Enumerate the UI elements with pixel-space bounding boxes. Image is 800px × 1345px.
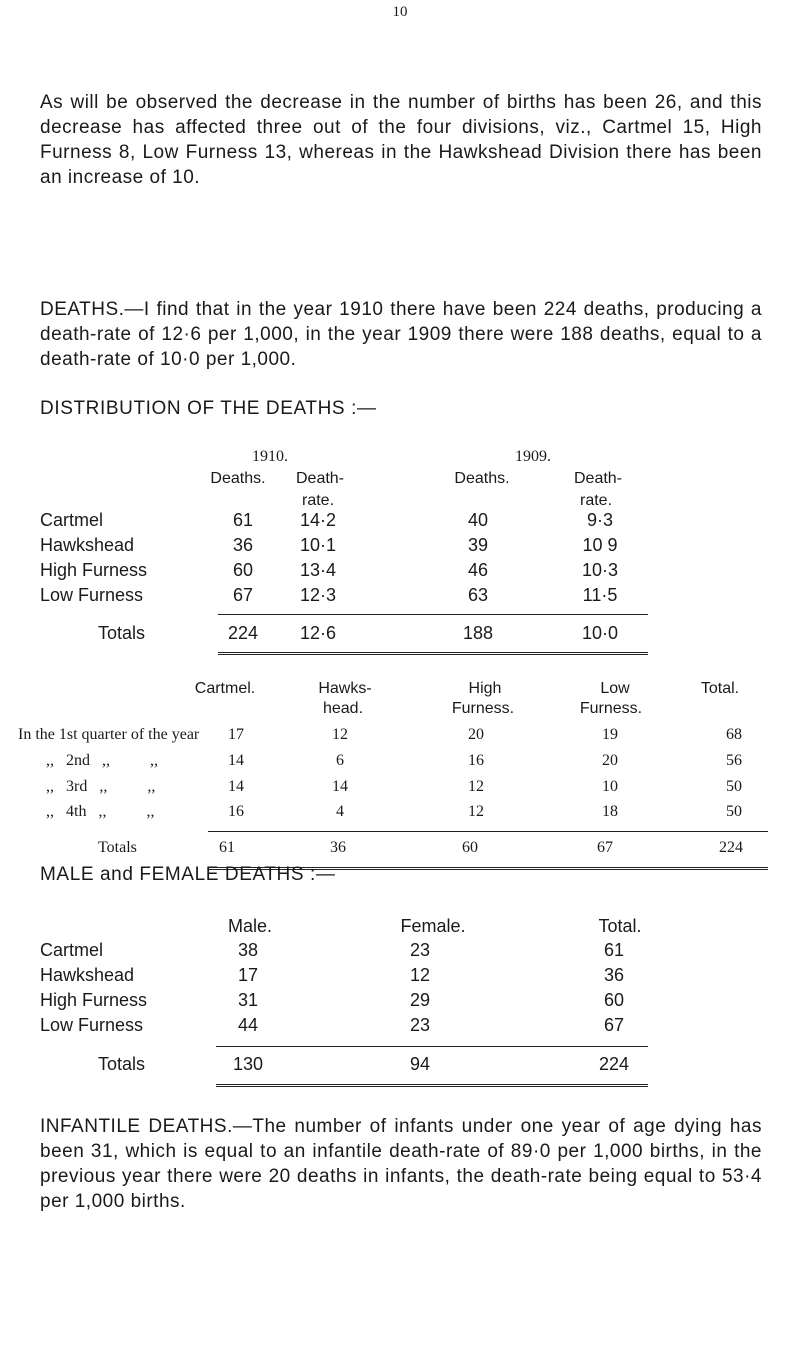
infantile-deaths-paragraph: INFANTILE DEATHS.—The number of infants under one year of age dying has been 31, which is equal to an infantile death-rate of 89·0 per 1,000 births, in the previous year there were 20 deaths in infants, the death-rate being equal to 53·4 per 1,000 births. [40, 1116, 762, 1212]
total-cell: 224 [598, 1054, 630, 1074]
cell: 16 [228, 803, 244, 820]
total-cell: 60 [462, 839, 478, 856]
row-label: In the 1st quarter of the year [18, 726, 200, 743]
cell: 12 [468, 803, 484, 820]
cell: 4 [336, 803, 344, 820]
col-header-deathrate-1910: Death- [295, 470, 345, 487]
row-label: ,, 4th ,, ,, [46, 803, 155, 820]
cell: 18 [602, 803, 618, 820]
row-label: ,, 2nd ,, ,, [46, 752, 158, 769]
cell: 12 [409, 965, 431, 985]
distribution-heading: DISTRIBUTION OF THE DEATHS :— [40, 398, 377, 419]
male-female-heading: MALE and FEMALE DEATHS :— [40, 864, 336, 885]
totals-rule [208, 831, 768, 832]
cell: 20 [602, 752, 618, 769]
cell: 14 [332, 778, 348, 795]
row-label: ,, 3rd ,, ,, [46, 778, 156, 795]
cell: 23 [409, 1015, 431, 1035]
cell: 17 [237, 965, 259, 985]
cell: 16 [468, 752, 484, 769]
cell: 10 [602, 778, 618, 795]
cell: 61 [232, 510, 254, 530]
cell: 68 [726, 726, 742, 743]
cell: 60 [603, 990, 625, 1010]
row-label: Hawkshead [40, 965, 135, 985]
cell: 10·3 [581, 560, 619, 580]
cell: 23 [409, 940, 431, 960]
page-number: 10 [392, 4, 408, 20]
col-header-hawkshead: Hawks- [318, 680, 372, 697]
col-header-female: Female. [400, 916, 466, 936]
cell: 6 [336, 752, 344, 769]
year-header-1910: 1910. [252, 448, 288, 465]
cell: 56 [726, 752, 742, 769]
totals-label: Totals [98, 839, 137, 856]
cell: 29 [409, 990, 431, 1010]
cell: 61 [603, 940, 625, 960]
intro-paragraph: As will be observed the decrease in the number of births has been 26, and this decrease has affected three out of the four divisions, viz., Cartmel 15, High Furness 8, Low Furness 13, whereas in the Hawkshead Division there has been an increase of 10. [40, 92, 762, 188]
cell: 50 [726, 803, 742, 820]
row-label: High Furness [40, 560, 148, 580]
cell: 46 [467, 560, 489, 580]
cell: 14 [228, 778, 244, 795]
cell: 60 [232, 560, 254, 580]
col-header-rate-1910: rate. [301, 492, 335, 509]
cell: 63 [467, 585, 489, 605]
totals-double-rule [216, 1084, 648, 1087]
col-header-rate-1909: rate. [579, 492, 613, 509]
cell: 13·4 [299, 560, 337, 580]
total-cell: 67 [597, 839, 613, 856]
col-header-hawkshead-2: head. [322, 700, 364, 717]
cell: 40 [467, 510, 489, 530]
total-cell: 61 [219, 839, 235, 856]
cell: 14 [228, 752, 244, 769]
row-label: Hawkshead [40, 535, 135, 555]
col-header-cartmel: Cartmel. [194, 680, 256, 697]
cell: 36 [232, 535, 254, 555]
totals-rule [216, 1046, 648, 1047]
cell: 39 [467, 535, 489, 555]
row-label: Low Furness [40, 585, 144, 605]
row-label: Cartmel [40, 940, 104, 960]
cell: 14·2 [299, 510, 337, 530]
cell: 12·3 [299, 585, 337, 605]
cell: 44 [237, 1015, 259, 1035]
deaths-paragraph: DEATHS.—I find that in the year 1910 there have been 224 deaths, producing a death-rate of 12·6 per 1,000, in the year 1909 there were 188 deaths, equal to a death-rate of 10·0 per 1,000. [40, 299, 762, 370]
cell: 11·5 [582, 585, 618, 605]
totals-label: Totals [98, 623, 146, 643]
col-header-total: Total. [700, 680, 740, 697]
total-cell: 94 [409, 1054, 431, 1074]
cell: 12 [468, 778, 484, 795]
total-cell: 36 [330, 839, 346, 856]
total-cell: 130 [232, 1054, 264, 1074]
cell: 67 [603, 1015, 625, 1035]
cell: 19 [602, 726, 618, 743]
total-cell: 188 [462, 623, 494, 643]
cell: 10 9 [582, 535, 618, 555]
cell: 36 [603, 965, 625, 985]
row-label: Cartmel [40, 510, 104, 530]
totals-label: Totals [98, 1054, 146, 1074]
row-label: High Furness [40, 990, 148, 1010]
col-header-high-furness-2: Furness. [451, 700, 515, 717]
cell: 10·1 [299, 535, 337, 555]
cell: 31 [237, 990, 259, 1010]
col-header-deathrate-1909: Death- [573, 470, 623, 487]
cell: 20 [468, 726, 484, 743]
col-header-high-furness: High [468, 680, 502, 697]
total-cell: 12·6 [299, 623, 337, 643]
col-header-deaths-1909: Deaths. [454, 470, 510, 487]
total-cell: 224 [719, 839, 743, 856]
row-label: Low Furness [40, 1015, 144, 1035]
cell: 17 [228, 726, 244, 743]
totals-rule [218, 614, 648, 615]
col-header-total: Total. [598, 916, 642, 936]
col-header-low-furness-2: Furness. [579, 700, 643, 717]
cell: 67 [232, 585, 254, 605]
col-header-low-furness: Low [600, 680, 630, 697]
total-cell: 10·0 [581, 623, 619, 643]
totals-double-rule [218, 652, 648, 655]
cell: 38 [237, 940, 259, 960]
cell: 9·3 [586, 510, 614, 530]
col-header-male: Male. [227, 916, 273, 936]
cell: 12 [332, 726, 348, 743]
cell: 50 [726, 778, 742, 795]
year-header-1909: 1909. [515, 448, 551, 465]
col-header-deaths-1910: Deaths. [210, 470, 266, 487]
total-cell: 224 [227, 623, 259, 643]
